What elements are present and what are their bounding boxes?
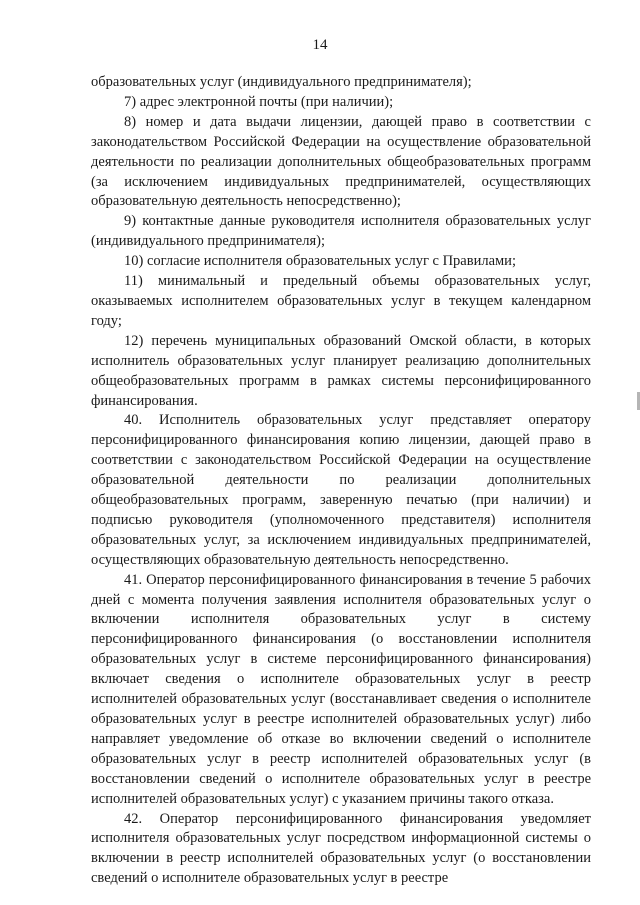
list-item-8-license: 8) номер и дата выдачи лицензии, дающей право в соответствии с законодательством Российской Федерации на осуществление образовательной деятельности по реализации дополнительных общеобразовательных программ (за исключением индивидуальных предпринимателей, осуществляющих образовательную деятельность непосредственно); (91, 113, 591, 210)
list-item-10-consent: 10) согласие исполнителя образовательных услуг с Правилами; (124, 253, 516, 270)
list-item-11-volumes: 11) минимальный и предельный объемы образовательных услуг, оказываемых исполнителем образовательных услуг в текущем календарном году; (91, 273, 591, 329)
paragraph-continuation: образовательных услуг (индивидуального предпринимателя); (91, 74, 472, 90)
clause-42: 42. Оператор персонифицированного финансирования уведомляет исполнителя образовательных услуг посредством информационной системы о включении в реестр исполнителей образовательных услуг (о восстановлении сведений о исполнителе образовательных услуг в реестре (91, 810, 591, 887)
document-body (91, 73, 591, 889)
clause-40: 40. Исполнитель образовательных услуг представляет оператору персонифицированного финансирования копию лицензии, дающей право в соответствии с законодательством Российской Федерации на осуществление образовательной деятельности по реализации дополнительных общеобразовательных программ, заверенную печатью (при наличии) и подписью руководителя (уполномоченного представителя) исполнителя образовательных услуг, за исключением индивидуальных предпринимателей, осуществляющих образовательную деятельность непосредственно. (91, 412, 591, 568)
list-item-7-email: 7) адрес электронной почты (при наличии); (124, 93, 394, 110)
list-item-12-municipalities: 12) перечень муниципальных образований Омской области, в которых исполнитель образовательных услуг планирует реализацию дополнительных общеобразовательных программ в рамках системы персонифицированного финансирования. (91, 332, 591, 409)
clause-41: 41. Оператор персонифицированного финансирования в течение 5 рабочих дней с момента получения заявления исполнителя образовательных услуг о включении исполнителя образовательных услуг в систему персонифицированного финансирования (о восстановлении исполнителя образовательных услуг в системе персонифицированного финансирования) включает сведения о исполнителе образовательных услуг в реестр исполнителей образовательных услуг (восстанавливает сведения о исполнителе образовательных услуг в реестре исполнителей образовательных услуг) либо направляет уведомление об отказе во включении сведений о исполнителе образовательных услуг в реестр исполнителей образовательных услуг (в восстановлении сведений о исполнителе образовательных услуг в реестре исполнителей образовательных услуг) с указанием причины такого отказа. (91, 571, 591, 807)
page-number: 14 (312, 37, 328, 53)
list-item-9-contacts: 9) контактные данные руководителя исполнителя образовательных услуг (индивидуального предпринимателя); (91, 213, 591, 250)
